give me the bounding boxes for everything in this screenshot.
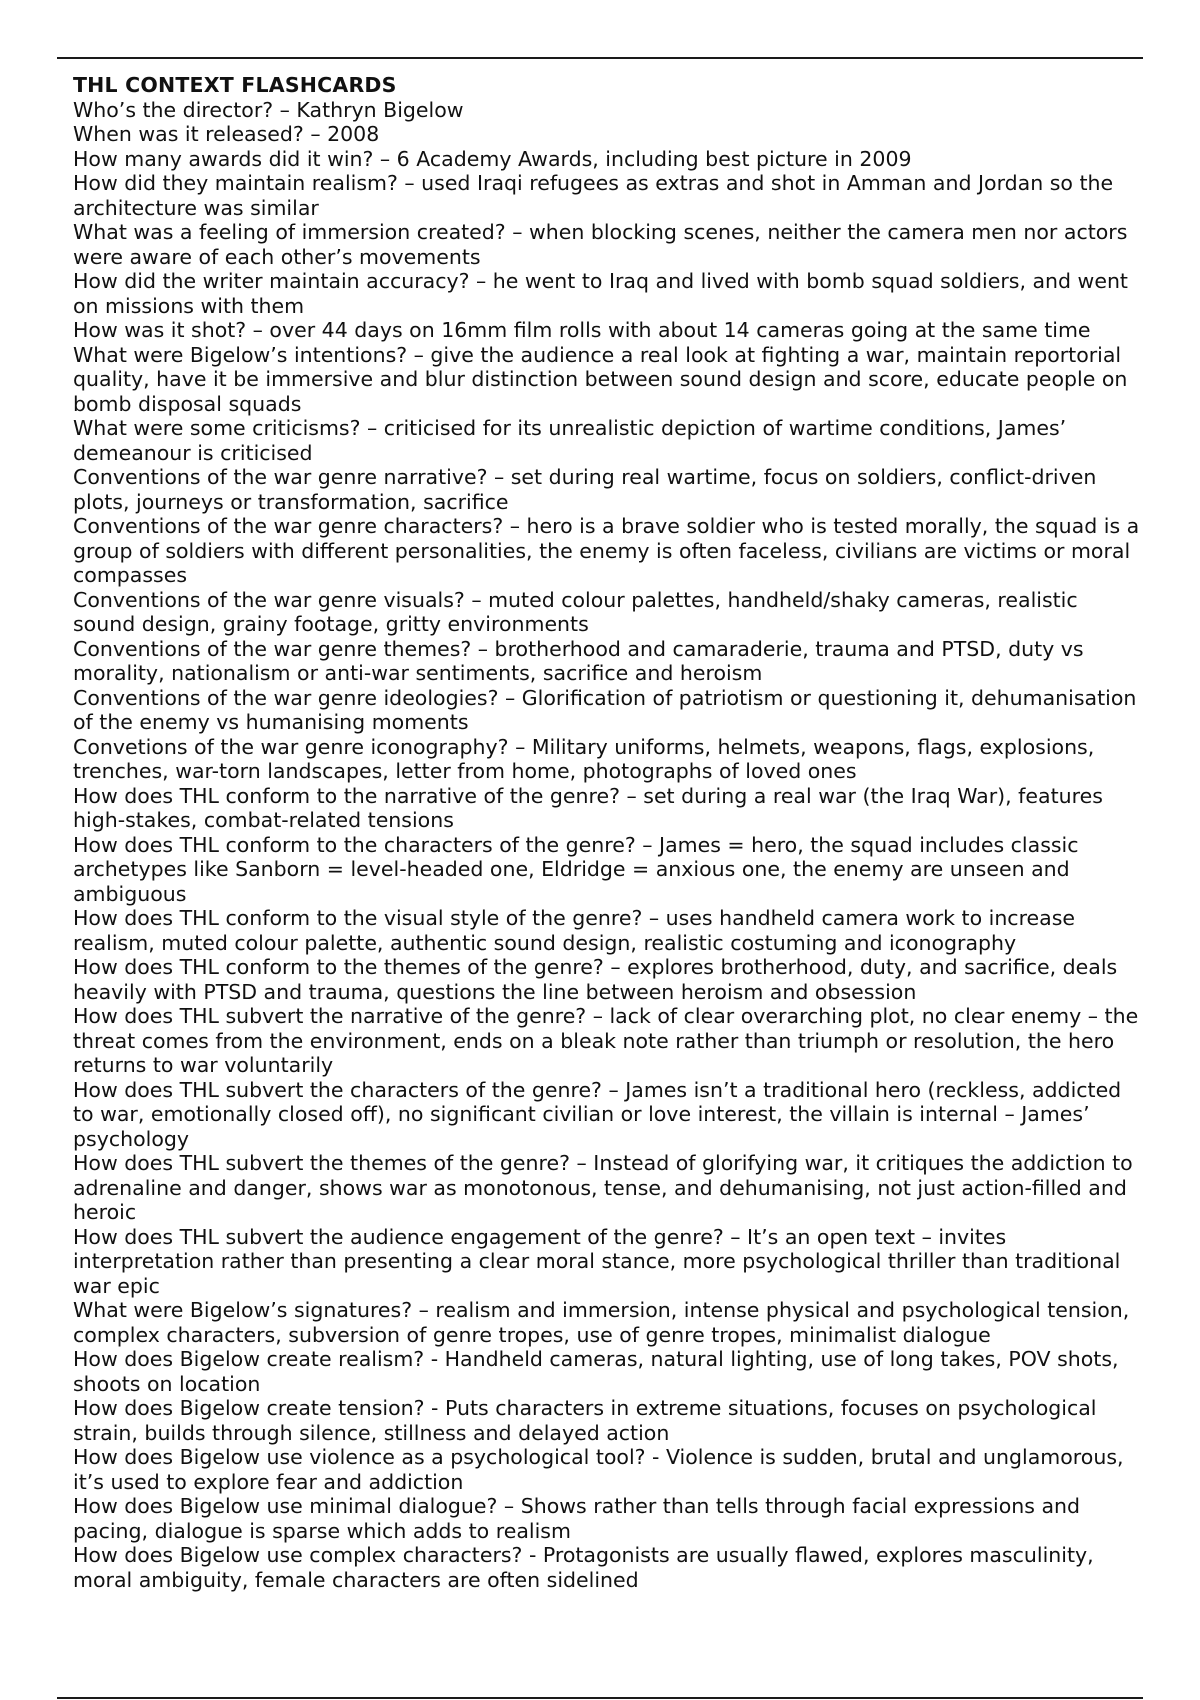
flashcard: How does THL conform to the characters of the genre? – James = hero, the squad includes classic archetypes like Sanborn = level-headed one, Eldridge = anxious one, the enemy are unseen and ambiguous [73,832,1079,906]
flashcard: What was a feeling of immersion created? – when blocking scenes, neither the camera men nor actors were aware of each other’s movements [73,220,1128,269]
flashcard: How does Bigelow use violence as a psychological tool? - Violence is sudden, brutal and unglamorous, it’s used to explore fear and addiction [73,1445,1124,1494]
top-rule [57,57,1143,59]
flashcard: How does THL conform to the themes of the genre? – explores brotherhood, duty, and sacrifice, deals heavily with PTSD and trauma, questions the line between heroism and obsession [73,955,1118,1004]
flashcard: What were some criticisms? – criticised for its unrealistic depiction of wartime conditions, James’ demeanour is criticised [73,416,1067,465]
flashcard: How does Bigelow use complex characters? - Protagonists are usually flawed, explores masculinity, moral ambiguity, female characters are often sidelined [73,1543,1094,1592]
flashcard: Convetions of the war genre iconography? – Military uniforms, helmets, weapons, flags, explosions, trenches, war-torn landscapes, letter from home, photographs of loved ones [73,734,1095,783]
flashcard: Who’s the director? – Kathryn Bigelow [73,97,464,122]
flashcard: How does THL subvert the audience engagement of the genre? – It’s an open text – invites interpretation rather than presenting a clear moral stance, more psychological thriller than traditional war epic [73,1224,1121,1298]
flashcard: Conventions of the war genre themes? – brotherhood and camaraderie, trauma and PTSD, duty vs morality, nationalism or anti-war sentiments, sacrifice and heroism [73,636,1084,685]
flashcard: How does THL subvert the narrative of the genre? – lack of clear overarching plot, no clear enemy – the threat comes from the environment, ends on a bleak note rather than triumph or resolution, the hero returns to war voluntarily [73,1004,1139,1077]
flashcard: How does THL subvert the themes of the genre? – Instead of glorifying war, it critiques the addiction to adrenaline and danger, shows war as monotonous, tense, and dehumanising, not just action-filled and heroic [73,1151,1133,1224]
flashcard: What were Bigelow’s intentions? – give the audience a real look at fighting a war, maintain reportorial quality, have it be immersive and blur distinction between sound design and score, educate people on bomb disposal squads [73,342,1128,416]
flashcard: How was it shot? – over 44 days on 16mm film rolls with about 14 cameras going at the same time [73,318,1091,342]
flashcard: How does THL conform to the narrative of the genre? – set during a real war (the Iraq War), features high-stakes, combat-related tensions [73,783,1103,832]
flashcard: When was it released? – 2008 [73,122,380,146]
flashcard: How does Bigelow use minimal dialogue? – Shows rather than tells through facial expressions and pacing, dialogue is sparse which adds to realism [73,1494,1081,1543]
flashcard: How did the writer maintain accuracy? – he went to Iraq and lived with bomb squad soldiers, and went on missions with them [73,269,1128,318]
flashcard: How does Bigelow create tension? - Puts characters in extreme situations, focuses on psychological strain, builds through silence, stillness and delayed action [73,1396,1097,1445]
flashcard: How many awards did it win? – 6 Academy Awards, including best picture in 2009 [73,146,912,171]
flashcard: What were Bigelow’s signatures? – realism and immersion, intense physical and psychological tension, complex characters, subversion of genre tropes, use of genre tropes, minimalist dialogue [73,1298,1130,1347]
flashcard: Conventions of the war genre visuals? – muted colour palettes, handheld/shaky cameras, realistic sound design, grainy footage, gritty environments [73,587,1078,636]
flashcard: Conventions of the war genre characters? – hero is a brave soldier who is tested morally, the squad is a group of soldiers with different personalities, the enemy is often faceless, civilians are victims or moral compasses [73,514,1140,587]
bottom-rule [57,1697,1143,1699]
document-title: THL CONTEXT FLASHCARDS [73,73,397,97]
flashcard: Conventions of the war genre narrative? – set during real wartime, focus on soldiers, conflict-driven plots, journeys or transformation, sacrifice [73,465,1097,514]
flashcard: How does THL conform to the visual style of the genre? – uses handheld camera work to increase realism, muted colour palette, authentic sound design, realistic costuming and iconography [73,906,1076,955]
flashcard: How did they maintain realism? – used Iraqi refugees as extras and shot in Amman and Jordan so the architecture was similar [73,171,1114,220]
flashcard: How does Bigelow create realism? - Handheld cameras, natural lighting, use of long takes, POV shots, shoots on location [73,1347,1119,1396]
flashcard: Conventions of the war genre ideologies? – Glorification of patriotism or questioning it, dehumanisation of the enemy vs humanising moments [73,685,1137,734]
flashcard: How does THL subvert the characters of the genre? – James isn’t a traditional hero (reckless, addicted to war, emotionally closed off), no significant civilian or love interest, the villain is internal – James’ psychology [73,1077,1122,1151]
document-body [73,73,1143,1592]
